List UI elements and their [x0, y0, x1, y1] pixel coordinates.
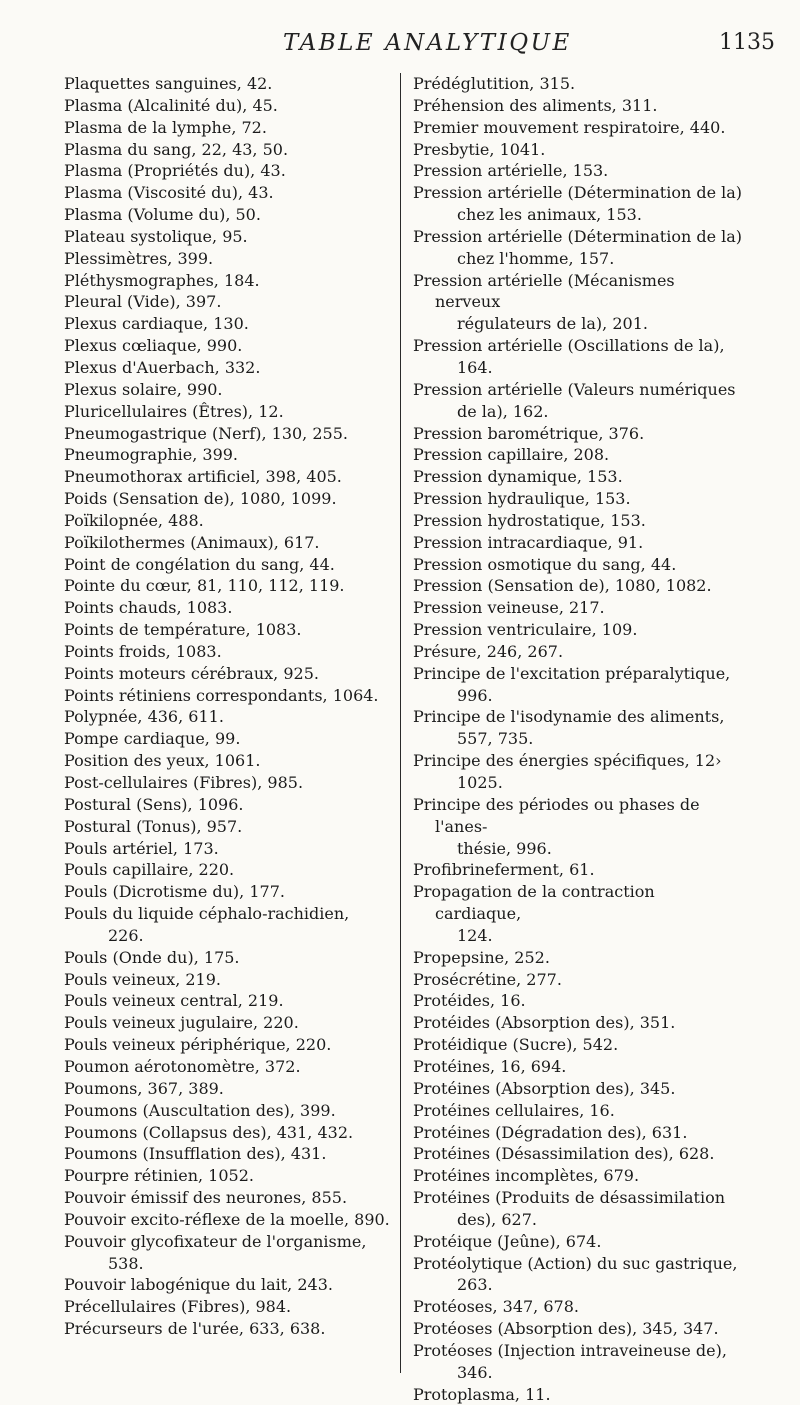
- index-entry: [413, 1078, 743, 1100]
- index-entry-text: Poumon aérotonomètre, 372.: [64, 1056, 301, 1076]
- index-entry: [64, 73, 394, 95]
- index-entry: [64, 1274, 394, 1296]
- index-entry: [413, 1384, 743, 1405]
- index-entry: [413, 947, 743, 969]
- index-entry: [413, 1340, 743, 1384]
- index-entry: [413, 1143, 743, 1165]
- index-entry: [64, 423, 394, 445]
- index-entry: [413, 182, 743, 226]
- index-entry-continuation: 164.: [457, 357, 493, 377]
- index-entry-text: Points chauds, 1083.: [64, 598, 233, 618]
- index-entry-text: Plateau systolique, 95.: [64, 226, 248, 246]
- index-entry-text: Plasma (Viscosité du), 43.: [64, 183, 274, 203]
- index-entry: [413, 794, 743, 860]
- index-entry: [413, 881, 743, 947]
- index-entry-text: Poïkilopnée, 488.: [64, 510, 204, 530]
- index-entry: [64, 641, 394, 663]
- index-entry-text: Plexus solaire, 990.: [64, 379, 223, 399]
- index-entry-text: Plasma (Alcalinité du), 45.: [64, 95, 278, 115]
- index-entry: [413, 750, 743, 794]
- index-entry: [413, 1012, 743, 1034]
- index-entry: [413, 466, 743, 488]
- index-entry: [64, 248, 394, 270]
- index-entry: [64, 117, 394, 139]
- index-entry-text: Prédéglutition, 315.: [413, 74, 576, 93]
- index-entry-text: Pneumothorax artificiel, 398, 405.: [64, 467, 342, 487]
- index-entry-continuation: chez les animaux, 153.: [457, 205, 642, 225]
- index-entry: [64, 1209, 394, 1231]
- index-entry: [413, 139, 743, 161]
- index-entry: [64, 990, 394, 1012]
- index-entry: [64, 1296, 394, 1318]
- column-divider: [400, 73, 401, 1373]
- index-entry-text: Pression capillaire, 208.: [413, 445, 610, 465]
- index-entry-text: Points froids, 1083.: [64, 641, 222, 661]
- index-entry: [64, 728, 394, 750]
- index-entry: [413, 335, 743, 379]
- index-entry-text: Plasma du sang, 22, 43, 50.: [64, 139, 289, 159]
- index-entry: [413, 510, 743, 532]
- index-entry-text: Points de température, 1083.: [64, 620, 302, 640]
- index-entry-text: Pression (Sensation de), 1080, 1082.: [413, 576, 712, 596]
- index-entry-text: Protéolytique (Action) du suc gastrique,: [413, 1253, 738, 1273]
- index-entry: [413, 423, 743, 445]
- index-entry: [64, 139, 394, 161]
- index-entry: [413, 117, 743, 139]
- index-entry-text: Principe des énergies spécifiques, 12›: [413, 751, 722, 771]
- index-entry-text: Pouvoir émissif des neurones, 855.: [64, 1188, 348, 1208]
- index-entry-text: Plexus d'Auerbach, 332.: [64, 357, 261, 377]
- index-entry-text: Poids (Sensation de), 1080, 1099.: [64, 489, 337, 509]
- index-entry-text: Pression barométrique, 376.: [413, 423, 645, 443]
- index-entry-text: Polypnée, 436, 611.: [64, 707, 224, 727]
- index-entry: [64, 575, 394, 597]
- index-entry-text: Précellulaires (Fibres), 984.: [64, 1297, 292, 1317]
- index-entry-continuation: 996.: [457, 685, 493, 705]
- index-entry-text: Pouvoir excito-réflexe de la moelle, 890.: [64, 1209, 390, 1229]
- index-entry: [64, 1034, 394, 1056]
- index-entry-continuation: de la), 162.: [457, 401, 549, 421]
- index-entry: [64, 881, 394, 903]
- index-entry: [64, 1012, 394, 1034]
- index-entry-text: Protéique (Jeûne), 674.: [413, 1231, 602, 1251]
- index-entry-text: Pointe du cœur, 81, 110, 112, 119.: [64, 576, 345, 596]
- index-entry: [64, 444, 394, 466]
- index-entry-text: Plessimètres, 399.: [64, 248, 214, 268]
- index-entry: [64, 772, 394, 794]
- index-entry: [413, 270, 743, 336]
- index-entry-text: Protéines (Produits de désassimilation: [413, 1188, 726, 1208]
- index-entry-text: Poïkilothermes (Animaux), 617.: [64, 532, 320, 552]
- index-entry: [64, 182, 394, 204]
- index-entry-text: Pouls (Onde du), 175.: [64, 947, 240, 967]
- index-entry: [413, 1187, 743, 1231]
- index-entry-text: Pompe cardiaque, 99.: [64, 729, 241, 749]
- index-entry: [64, 1100, 394, 1122]
- index-entry: [64, 95, 394, 117]
- index-entry: [64, 903, 394, 947]
- index-entry-text: Protéines cellulaires, 16.: [413, 1100, 615, 1120]
- index-entry-text: Pression ventriculaire, 109.: [413, 620, 638, 640]
- index-entry: [64, 816, 394, 838]
- index-entry-text: Poumons, 367, 389.: [64, 1078, 224, 1098]
- index-entry-text: Protéines, 16, 694.: [413, 1056, 567, 1076]
- index-entry: [413, 554, 743, 576]
- index-entry-text: Précurseurs de l'urée, 633, 638.: [64, 1319, 326, 1339]
- index-column-right: [413, 73, 743, 1405]
- index-entry-text: Premier mouvement respiratoire, 440.: [413, 117, 726, 137]
- index-entry-text: Postural (Tonus), 957.: [64, 816, 243, 836]
- index-entry: [64, 663, 394, 685]
- index-entry-continuation: 124.: [457, 925, 493, 945]
- index-entry: [64, 597, 394, 619]
- index-entry-continuation: thésie, 996.: [457, 838, 552, 858]
- index-entry-text: Principe de l'excitation préparalytique,: [413, 663, 731, 683]
- index-entry-continuation: 538.: [108, 1253, 144, 1273]
- index-entry-text: Presbytie, 1041.: [413, 139, 546, 159]
- index-entry: [413, 859, 743, 881]
- index-entry-text: Protéines (Dégradation des), 631.: [413, 1122, 688, 1142]
- index-entry-text: Pression hydrostatique, 153.: [413, 510, 646, 530]
- index-entry-text: Pression artérielle (Détermination de la): [413, 183, 743, 203]
- index-entry: [64, 532, 394, 554]
- index-entry-text: Pression osmotique du sang, 44.: [413, 554, 677, 574]
- index-entry: [413, 1296, 743, 1318]
- index-entry-text: Propagation de la contraction cardiaque,: [413, 882, 655, 924]
- index-entry-text: Principe de l'isodynamie des aliments,: [413, 707, 725, 727]
- index-entry: [64, 859, 394, 881]
- index-entry-text: Protéidique (Sucre), 542.: [413, 1035, 619, 1055]
- index-entry: [64, 466, 394, 488]
- index-entry-text: Profibrineferment, 61.: [413, 860, 595, 880]
- index-entry: [64, 1122, 394, 1144]
- index-entry-text: Pouls (Dicrotisme du), 177.: [64, 882, 285, 902]
- index-entry: [413, 619, 743, 641]
- index-entry-continuation: chez l'homme, 157.: [457, 248, 615, 268]
- index-entry: [64, 1143, 394, 1165]
- index-entry: [64, 270, 394, 292]
- index-entry-text: Postural (Sens), 1096.: [64, 794, 244, 814]
- index-entry-text: Pression intracardiaque, 91.: [413, 532, 644, 552]
- index-entry: [64, 1318, 394, 1340]
- index-entry-text: Propepsine, 252.: [413, 947, 550, 967]
- index-entry-text: Post-cellulaires (Fibres), 985.: [64, 773, 304, 792]
- index-entry: [413, 597, 743, 619]
- index-entry-text: Pression hydraulique, 153.: [413, 489, 631, 509]
- index-entry-text: Point de congélation du sang, 44.: [64, 554, 335, 574]
- index-entry-text: Pouvoir labogénique du lait, 243.: [64, 1275, 333, 1295]
- index-entry: [64, 160, 394, 182]
- index-entry-text: Pouls capillaire, 220.: [64, 860, 235, 880]
- index-entry: [64, 401, 394, 423]
- running-title: TABLE ANALYTIQUE: [283, 30, 572, 56]
- index-entry-text: Plexus cœliaque, 990.: [64, 336, 243, 356]
- index-entry: [64, 947, 394, 969]
- index-entry: [64, 685, 394, 707]
- index-entry: [64, 750, 394, 772]
- index-entry: [64, 838, 394, 860]
- index-entry-text: Pouls veineux, 219.: [64, 969, 221, 989]
- index-entry-text: Protéoses (Absorption des), 345, 347.: [413, 1319, 719, 1339]
- index-entry-text: Protéines (Désassimilation des), 628.: [413, 1144, 715, 1164]
- index-entry: [413, 1034, 743, 1056]
- index-entry-text: Pluricellulaires (Êtres), 12.: [64, 401, 284, 421]
- index-entry-text: Points rétiniens correspondants, 1064.: [64, 685, 379, 705]
- index-entry: [413, 379, 743, 423]
- index-entry: [413, 1056, 743, 1078]
- index-entry: [413, 1100, 743, 1122]
- index-entry: [64, 1165, 394, 1187]
- index-entry: [64, 706, 394, 728]
- index-entry-text: Protoplasma, 11.: [413, 1384, 551, 1404]
- index-column-left: [64, 73, 394, 1340]
- index-entry-text: Préhension des aliments, 311.: [413, 95, 658, 115]
- index-entry: [64, 488, 394, 510]
- index-entry: [64, 335, 394, 357]
- index-entry: [413, 663, 743, 707]
- index-entry: [413, 641, 743, 663]
- index-entry: [413, 575, 743, 597]
- index-entry-text: Plasma (Volume du), 50.: [64, 205, 261, 225]
- index-entry: [64, 291, 394, 313]
- index-entry-text: Protéines incomplètes, 679.: [413, 1166, 640, 1186]
- index-entry-continuation: 1025.: [457, 773, 503, 792]
- index-entry: [64, 226, 394, 248]
- index-entry-text: Principe des périodes ou phases de l'anes-: [413, 794, 700, 836]
- index-entry: [64, 1187, 394, 1209]
- index-entry: [413, 73, 743, 95]
- index-entry-text: Pression dynamique, 153.: [413, 467, 623, 487]
- index-entry: [64, 619, 394, 641]
- index-entry-text: Pression veineuse, 217.: [413, 598, 605, 618]
- index-entry: [64, 1231, 394, 1275]
- page-header: [0, 30, 800, 70]
- index-entry: [64, 204, 394, 226]
- index-entry-continuation: des), 627.: [457, 1209, 537, 1229]
- index-entry-text: Protéides (Absorption des), 351.: [413, 1013, 676, 1033]
- index-entry-continuation: régulateurs de la), 201.: [457, 314, 648, 334]
- index-entry-text: Plasma (Propriétés du), 43.: [64, 161, 286, 181]
- index-entry-text: Poumons (Collapsus des), 431, 432.: [64, 1122, 354, 1142]
- index-entry: [413, 226, 743, 270]
- index-entry-text: Plaquettes sanguines, 42.: [64, 74, 273, 93]
- index-entry-continuation: 557, 735.: [457, 729, 534, 749]
- index-entry-text: Pouls veineux périphérique, 220.: [64, 1035, 332, 1055]
- index-entry-text: Pression artérielle (Valeurs numériques: [413, 379, 736, 399]
- index-entry-text: Pression artérielle (Mécanismes nerveux: [413, 270, 675, 312]
- index-entry-text: Poumons (Insufflation des), 431.: [64, 1144, 327, 1164]
- index-entry-continuation: 346.: [457, 1362, 493, 1382]
- index-entry: [413, 532, 743, 554]
- index-entry-text: Plexus cardiaque, 130.: [64, 314, 249, 334]
- index-entry-text: Pression artérielle, 153.: [413, 161, 609, 181]
- index-entry: [413, 706, 743, 750]
- index-entry-text: Pouls du liquide céphalo-rachidien,: [64, 904, 350, 924]
- index-entry: [64, 357, 394, 379]
- index-entry-text: Protéides, 16.: [413, 991, 526, 1011]
- index-entry-text: Prosécrétine, 277.: [413, 969, 562, 989]
- index-entry-text: Protéoses, 347, 678.: [413, 1297, 579, 1317]
- index-entry: [64, 313, 394, 335]
- index-entry: [413, 990, 743, 1012]
- index-entry-text: Points moteurs cérébraux, 925.: [64, 663, 319, 683]
- index-entry-text: Pléthysmographes, 184.: [64, 270, 260, 290]
- index-entry-text: Pneumographie, 399.: [64, 445, 239, 465]
- index-entry: [64, 1078, 394, 1100]
- index-entry: [413, 95, 743, 117]
- index-entry-text: Poumons (Auscultation des), 399.: [64, 1100, 336, 1120]
- index-entry-continuation: 226.: [108, 925, 144, 945]
- index-entry: [413, 444, 743, 466]
- index-entry: [413, 488, 743, 510]
- index-entry: [64, 794, 394, 816]
- index-entry-text: Position des yeux, 1061.: [64, 751, 261, 771]
- index-entry-text: Présure, 246, 267.: [413, 641, 564, 661]
- index-entry-text: Pouls veineux jugulaire, 220.: [64, 1013, 299, 1033]
- index-entry: [413, 160, 743, 182]
- index-entry-text: Pourpre rétinien, 1052.: [64, 1166, 254, 1186]
- index-entry-continuation: 263.: [457, 1275, 493, 1295]
- index-entry-text: Pouvoir glycofixateur de l'organisme,: [64, 1231, 367, 1251]
- index-entry: [413, 969, 743, 991]
- index-entry: [64, 1056, 394, 1078]
- index-entry-text: Pneumogastrique (Nerf), 130, 255.: [64, 423, 348, 443]
- index-entry: [413, 1165, 743, 1187]
- index-entry: [64, 379, 394, 401]
- index-entry-text: Plasma de la lymphe, 72.: [64, 117, 267, 137]
- index-entry-text: Pouls artériel, 173.: [64, 838, 219, 858]
- index-entry-text: Pression artérielle (Oscillations de la),: [413, 336, 725, 356]
- index-entry: [64, 510, 394, 532]
- index-entry: [64, 969, 394, 991]
- index-entry-text: Protéoses (Injection intraveineuse de),: [413, 1340, 727, 1360]
- index-entry-text: Pression artérielle (Détermination de la): [413, 226, 743, 246]
- index-entry-text: Protéines (Absorption des), 345.: [413, 1078, 676, 1098]
- index-entry-text: Pouls veineux central, 219.: [64, 991, 284, 1011]
- index-entry: [413, 1253, 743, 1297]
- index-entry-text: Pleural (Vide), 397.: [64, 292, 222, 312]
- index-entry: [413, 1122, 743, 1144]
- index-entry: [413, 1318, 743, 1340]
- index-entry: [64, 554, 394, 576]
- page-number: 1135: [719, 30, 775, 55]
- index-entry: [413, 1231, 743, 1253]
